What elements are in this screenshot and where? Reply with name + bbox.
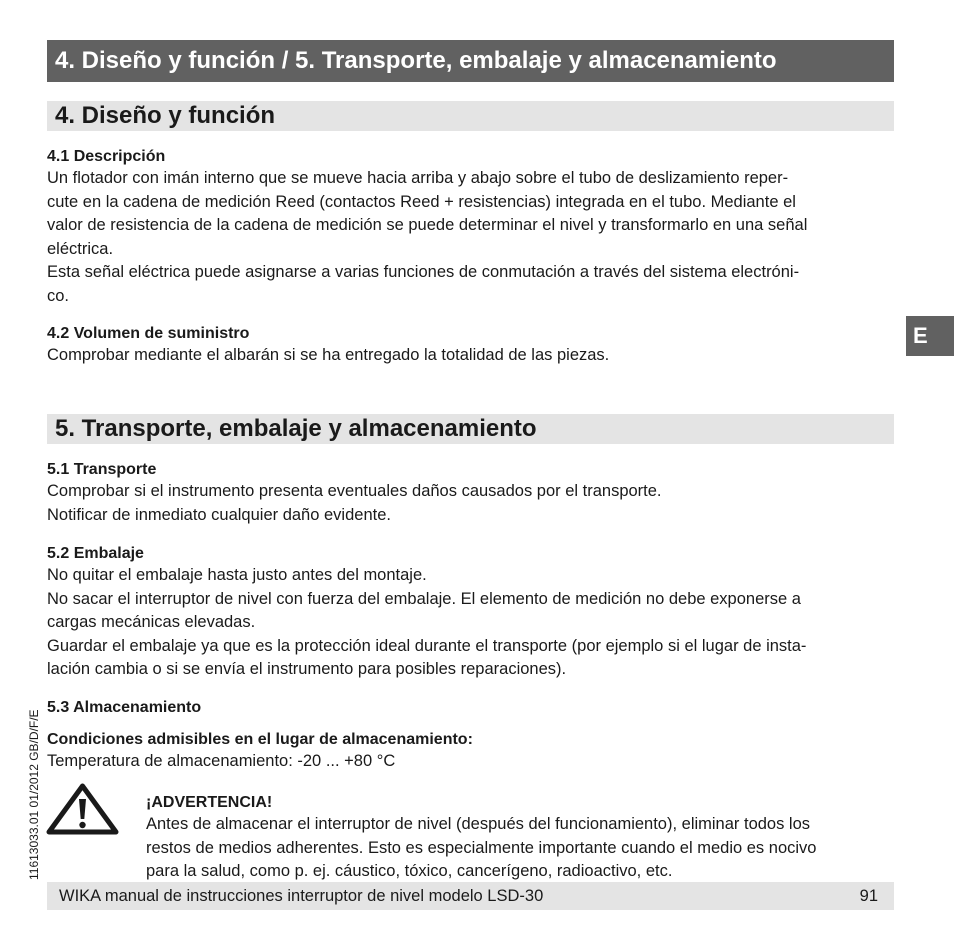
storage-temperature: Temperatura de almacenamiento: -20 ... +80 °C <box>47 752 396 770</box>
warning-triangle-icon <box>45 782 120 836</box>
section-4-1-line: co. <box>47 286 70 305</box>
language-tab: E <box>906 316 954 356</box>
storage-conditions-heading: Condiciones admisibles en el lugar de almacenamiento: <box>47 731 473 748</box>
warning-line: restos de medios adherentes. Esto es especialmente importante cuando el medio es nocivo <box>146 838 817 857</box>
section-5-1-line: Notificar de inmediato cualquier daño evidente. <box>47 505 391 524</box>
section-4-2-line: Comprobar mediante el albarán si se ha entregado la totalidad de las piezas. <box>47 346 610 364</box>
section-5-1 <box>47 460 897 527</box>
section-5-2-line: cargas mecánicas elevadas. <box>47 613 256 631</box>
section-4-1-line: valor de resistencia de la cadena de medición se puede determinar el nivel y transformarlo en una señal <box>47 216 808 234</box>
section-5-heading: 5. Transporte, embalaje y almacenamiento <box>47 414 894 444</box>
warning-block <box>146 793 896 884</box>
section-5-2-line: No sacar el interruptor de nivel con fuerza del embalaje. El elemento de medición no debe exponerse a <box>47 589 801 608</box>
section-5-3 <box>47 698 897 772</box>
section-5-1-line: Comprobar si el instrumento presenta eventuales daños causados por el transporte. <box>47 482 662 500</box>
warning-title: ¡ADVERTENCIA! <box>146 794 273 811</box>
section-4-1-line: cute en la cadena de medición Reed (contactos Reed + resistencias) integrada en el tubo. Mediante el <box>47 192 796 211</box>
section-5-2-line: Guardar el embalaje ya que es la protección ideal durante el transporte (por ejemplo si el lugar de insta- <box>47 636 807 655</box>
page-number: 91 <box>859 886 878 905</box>
section-4-1-line: eléctrica. <box>47 239 114 258</box>
section-4-1-heading: 4.1 Descripción <box>47 148 166 165</box>
section-4-2-heading: 4.2 Volumen de suministro <box>47 325 250 342</box>
section-5-2-line: lación cambia o si se envía el instrumento para posibles reparaciones). <box>47 660 567 678</box>
page-title: 4. Diseño y función / 5. Transporte, embalaje y almacenamiento <box>47 40 894 82</box>
warning-line: para la salud, como p. ej. cáustico, tóxico, cancerígeno, radioactivo, etc. <box>146 862 673 880</box>
section-5-2-line: No quitar el embalaje hasta justo antes del montaje. <box>47 566 427 584</box>
section-5-2 <box>47 544 897 682</box>
section-4-1-line: Un flotador con imán interno que se mueve hacia arriba y abajo sobre el tubo de deslizamiento reper- <box>47 169 789 187</box>
warning-line: Antes de almacenar el interruptor de nivel (después del funcionamiento), eliminar todos los <box>146 815 811 833</box>
section-5-2-heading: 5.2 Embalaje <box>47 545 144 562</box>
section-4-1 <box>47 147 897 308</box>
section-5-1-heading: 5.1 Transporte <box>47 461 157 478</box>
footer-text: WIKA manual de instrucciones interruptor de nivel modelo LSD-30 <box>59 886 544 905</box>
page-footer <box>47 882 894 910</box>
section-5-3-heading: 5.3 Almacenamiento <box>47 699 202 716</box>
section-4-heading: 4. Diseño y función <box>47 101 894 131</box>
document-code: 11613033.01 01/2012 GB/D/F/E <box>27 709 41 880</box>
section-4-2 <box>47 324 897 368</box>
section-4-1-line: Esta señal eléctrica puede asignarse a varias funciones de conmutación a través del sistema electróni- <box>47 263 800 281</box>
